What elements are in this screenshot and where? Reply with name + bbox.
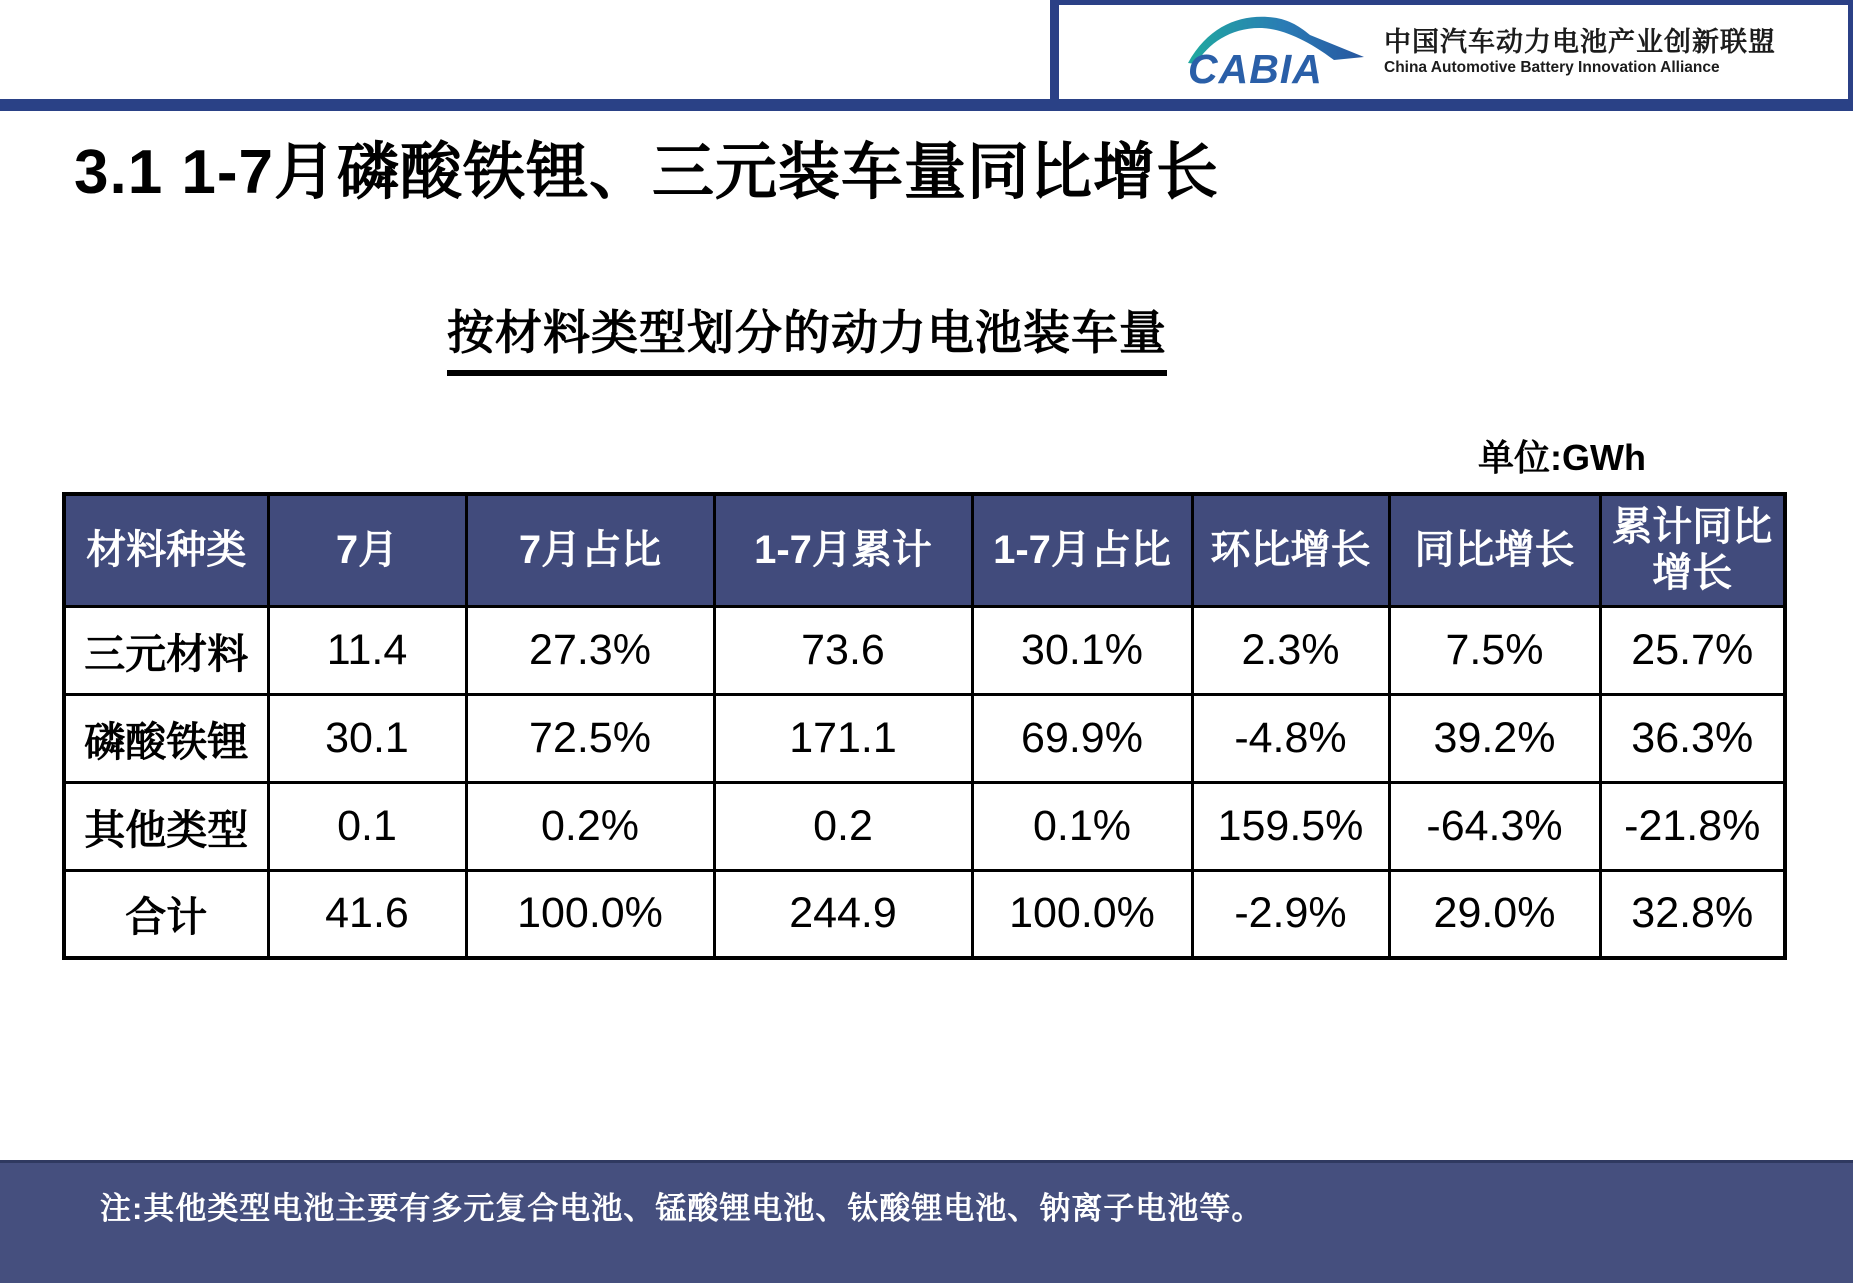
cell-value: 27.3%: [466, 606, 714, 694]
cell-value: 29.0%: [1389, 870, 1600, 958]
table-row: [64, 606, 1785, 694]
cell-value: 171.1: [714, 694, 972, 782]
col-header-jan-jul-share: 1-7月占比: [972, 494, 1192, 606]
cell-value: -2.9%: [1192, 870, 1389, 958]
cell-value: -21.8%: [1600, 782, 1785, 870]
row-label-other: 其他类型: [64, 782, 268, 870]
cell-value: 7.5%: [1389, 606, 1600, 694]
org-name-english: China Automotive Battery Innovation Alliance: [1384, 59, 1720, 77]
table-row: [64, 870, 1785, 958]
page-title: 3.1 1-7月磷酸铁锂、三元装车量同比增长: [74, 138, 1220, 207]
row-label-ternary: 三元材料: [64, 606, 268, 694]
cell-value: 69.9%: [972, 694, 1192, 782]
cell-value: 0.1: [268, 782, 466, 870]
table-title: 按材料类型划分的动力电池装车量: [447, 296, 1167, 376]
cabia-logo-wordmark: CABIA: [1188, 46, 1323, 92]
row-label-lfp: 磷酸铁锂: [64, 694, 268, 782]
table-row: [64, 782, 1785, 870]
col-header-cumulative-yoy-growth: 累计同比增长: [1600, 494, 1785, 606]
col-header-mom-growth: 环比增长: [1192, 494, 1389, 606]
col-header-july: 7月: [268, 494, 466, 606]
col-header-material-type: 材料种类: [64, 494, 268, 606]
cell-value: 41.6: [268, 870, 466, 958]
cell-value: 0.2: [714, 782, 972, 870]
cell-value: -4.8%: [1192, 694, 1389, 782]
cell-value: 32.8%: [1600, 870, 1785, 958]
unit-label: 单位:GWh: [1478, 437, 1646, 478]
col-header-jan-jul-total: 1-7月累计: [714, 494, 972, 606]
cell-value: 72.5%: [466, 694, 714, 782]
cell-value: 100.0%: [972, 870, 1192, 958]
row-label-total: 合计: [64, 870, 268, 958]
cell-value: 0.1%: [972, 782, 1192, 870]
cell-value: 2.3%: [1192, 606, 1389, 694]
cell-value: 30.1: [268, 694, 466, 782]
table-row: [64, 694, 1785, 782]
cell-value: 159.5%: [1192, 782, 1389, 870]
cell-value: 30.1%: [972, 606, 1192, 694]
col-header-yoy-growth: 同比增长: [1389, 494, 1600, 606]
org-name-chinese: 中国汽车动力电池产业创新联盟: [1384, 26, 1776, 57]
cell-value: 11.4: [268, 606, 466, 694]
cell-value: -64.3%: [1389, 782, 1600, 870]
cell-value: 25.7%: [1600, 606, 1785, 694]
footer-note: 注:其他类型电池主要有多元复合电池、锰酸锂电池、钛酸锂电池、钠离子电池等。: [100, 1191, 1264, 1226]
cell-value: 100.0%: [466, 870, 714, 958]
logo-box: [1050, 0, 1853, 99]
footer-band: [0, 1160, 1853, 1283]
cell-value: 73.6: [714, 606, 972, 694]
col-header-july-share: 7月占比: [466, 494, 714, 606]
cell-value: 39.2%: [1389, 694, 1600, 782]
header-divider-rule: [0, 99, 1853, 111]
cell-value: 244.9: [714, 870, 972, 958]
cabia-logo: [1186, 13, 1366, 91]
table-header-row: [64, 494, 1785, 606]
org-text: [1384, 28, 1776, 77]
battery-data-table: [62, 492, 1787, 960]
cell-value: 36.3%: [1600, 694, 1785, 782]
cell-value: 0.2%: [466, 782, 714, 870]
